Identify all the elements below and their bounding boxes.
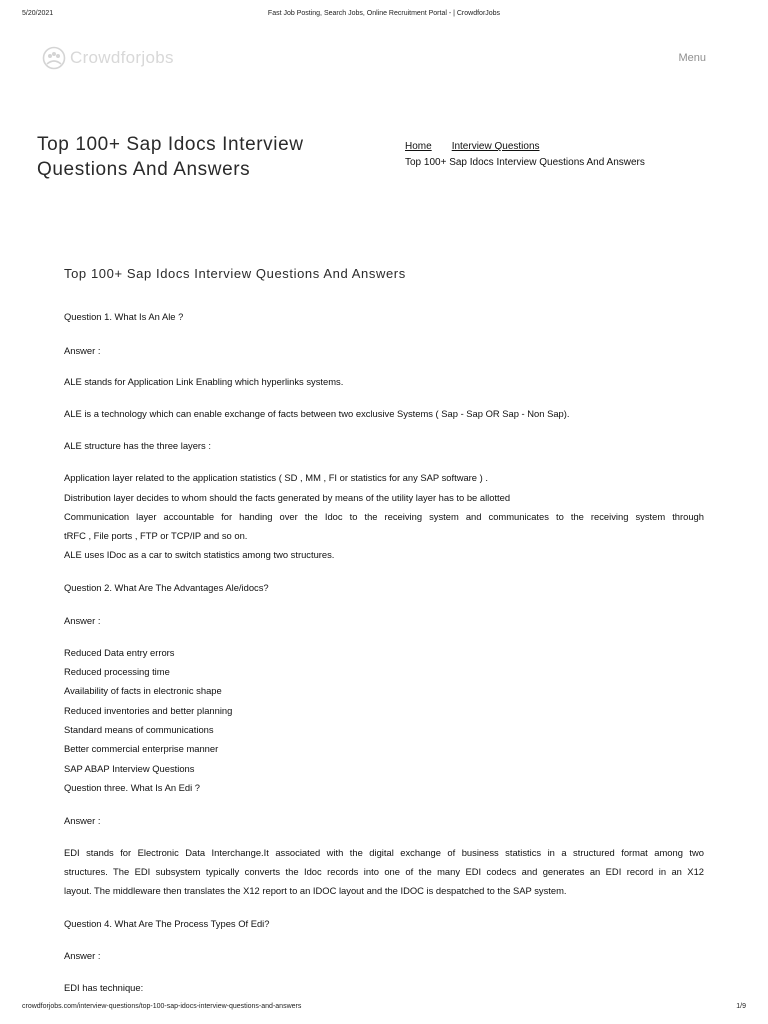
- paragraph: tRFC , File ports , FTP or TCP/IP and so on.: [64, 530, 248, 541]
- paragraph: structures. The EDI subsystem typically converts the Idoc records into one of the many EDI codecs and generates an EDI record in an X12: [64, 866, 704, 877]
- menu-button[interactable]: Menu: [678, 52, 706, 64]
- list-item: SAP ABAP Interview Questions: [64, 763, 195, 774]
- list-item: Availability of facts in electronic shape: [64, 685, 222, 696]
- question-3: Question three. What Is An Edi ?: [64, 782, 201, 793]
- print-date: 5/20/2021: [22, 10, 54, 17]
- list-item: Reduced inventories and better planning: [64, 705, 233, 716]
- page-number: 1/9: [736, 1003, 746, 1010]
- breadcrumb-current: Top 100+ Sap Idocs Interview Questions And Answers: [405, 157, 645, 168]
- breadcrumb-home-link[interactable]: Home: [405, 141, 432, 152]
- print-url: crowdforjobs.com/interview-questions/top-100-sap-idocs-interview-questions-and-answers: [22, 1003, 302, 1010]
- answer-label: Answer :: [64, 345, 101, 356]
- answer-label: Answer :: [64, 615, 101, 626]
- breadcrumb: [405, 141, 645, 168]
- list-item: Reduced processing time: [64, 666, 170, 677]
- paragraph: Distribution layer decides to whom should the facts generated by means of the utility layer has to be allotted: [64, 492, 511, 503]
- paragraph: ALE is a technology which can enable exchange of facts between two exclusive Systems ( Sap - Sap OR Sap - Non Sap).: [64, 408, 570, 419]
- question-4: Question 4. What Are The Process Types Of Edi?: [64, 918, 270, 929]
- question-2: Question 2. What Are The Advantages Ale/idocs?: [64, 582, 269, 593]
- paragraph: EDI stands for Electronic Data Interchange.It associated with the digital exchange of business statistics in a structured format among two: [64, 847, 704, 858]
- list-item: Standard means of communications: [64, 724, 214, 735]
- paragraph: EDI has technique:: [64, 982, 144, 993]
- answer-label: Answer :: [64, 815, 101, 826]
- breadcrumb-section-link[interactable]: Interview Questions: [451, 141, 540, 152]
- paragraph: ALE stands for Application Link Enabling which hyperlinks systems.: [64, 376, 344, 387]
- list-item: Better commercial enterprise manner: [64, 743, 219, 754]
- answer-label: Answer :: [64, 950, 101, 961]
- question-1: Question 1. What Is An Ale ?: [64, 311, 184, 322]
- print-header: [0, 10, 768, 22]
- article-heading: Top 100+ Sap Idocs Interview Questions And Answers: [64, 266, 406, 281]
- print-footer: [0, 1003, 768, 1015]
- site-logo[interactable]: [42, 46, 174, 70]
- paragraph: ALE structure has the three layers :: [64, 440, 211, 451]
- paragraph: layout. The middleware then translates the X12 report to an IDOC layout and the IDOC is despatched to the SAP system.: [64, 885, 567, 896]
- page-title: Top 100+ Sap Idocs Interview Questions And Answers: [37, 134, 304, 180]
- crowd-logo-icon: [42, 46, 66, 70]
- article-body: [64, 266, 704, 993]
- paragraph: Communication layer accountable for handing over the Idoc to the receiving system and communicates to the receiving system through: [64, 511, 704, 522]
- paragraph: ALE uses IDoc as a car to switch statistics among two structures.: [64, 549, 335, 560]
- print-page-title: Fast Job Posting, Search Jobs, Online Recruitment Portal - | CrowdforJobs: [267, 10, 501, 17]
- list-item: Reduced Data entry errors: [64, 647, 175, 658]
- logo-text: Crowdforjobs: [70, 48, 174, 67]
- paragraph: Application layer related to the application statistics ( SD , MM , FI or statistics for any SAP software ) .: [64, 472, 488, 483]
